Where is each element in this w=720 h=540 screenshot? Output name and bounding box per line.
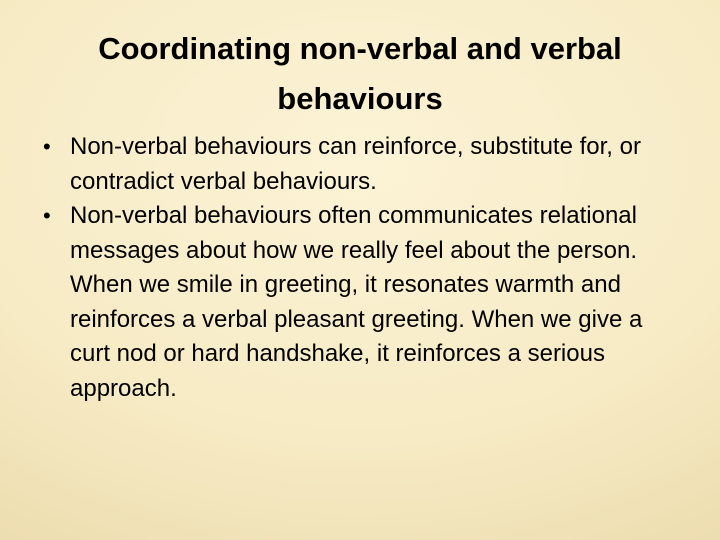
bullet-item [40, 130, 688, 199]
slide-title: Coordinating non-verbal and verbal behaviours [98, 31, 622, 116]
bullet-list [40, 130, 688, 406]
bullet-text: Non-verbal behaviours can reinforce, substitute for, or contradict verbal behaviours. [70, 133, 641, 195]
bullet-text: Non-verbal behaviours often communicates relational messages about how we really feel about the person. When we smile in greeting, it resonates warmth and reinforces a verbal pleasant greeting. When we give a curt nod or hard handshake, it reinforces a serious approach. [70, 202, 643, 402]
bullet-item [40, 199, 688, 406]
bullet-icon: • [43, 203, 51, 228]
bullet-icon: • [43, 134, 51, 159]
